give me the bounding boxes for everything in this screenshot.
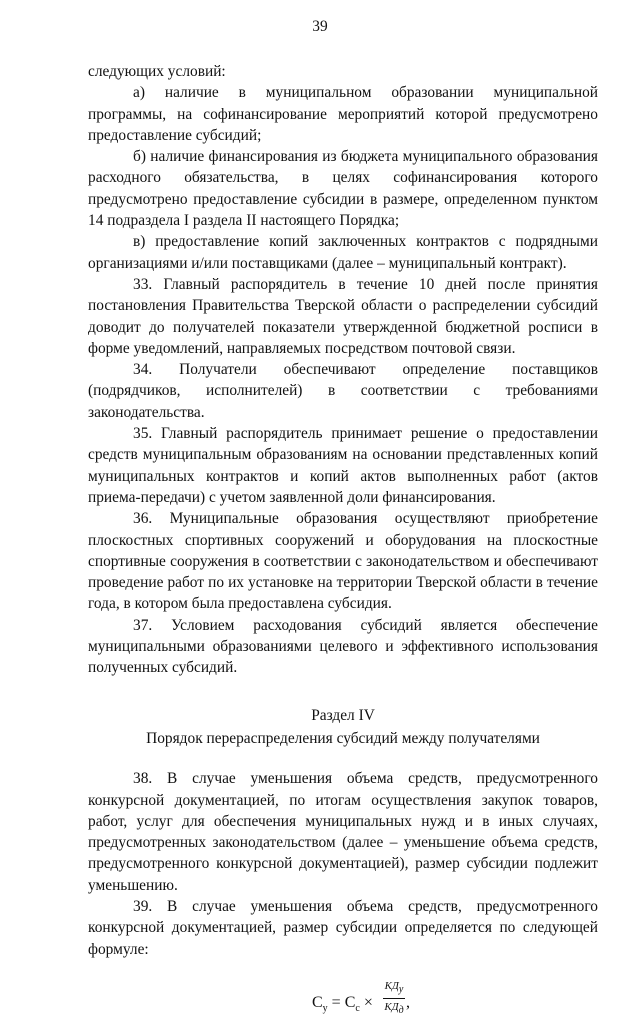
formula-comma: , (406, 993, 410, 1011)
formula-numerator: $КД_у$ (383, 980, 405, 999)
subsidy-formula (312, 980, 598, 1026)
paragraph-39: 39. В случае уменьшения объема средств, предусмотренного конкурсной документацией, размер субсидии определяется по следующей формуле: (88, 897, 598, 958)
section-title: Раздел IV (311, 706, 375, 724)
paragraph-33: 33. Главный распорядитель в течение 10 дней после принятия постановления Правительства Тверской области о распределении субсидий доводит до получателей показатели утвержденной бюджетной росписи в форме уведомлений, направляемых посредством почтовой связи. (88, 275, 598, 357)
paragraph-34: 34. Получатели обеспечивают определение поставщиков (подрядчиков, исполнителей) в соответствии с требованиями законодательства. (88, 361, 598, 421)
formula-main: $С_у = С_с$ × (312, 993, 373, 1015)
section-subtitle: Порядок перераспределения субсидий между получателями (146, 729, 540, 747)
paragraph-36: 36. Муниципальные образования осуществляют приобретение плоскостных спортивных сооружений и оборудования на плоскостные спортивные сооружения в соответствии с законодательством и обеспечивают проведение работ по их установке на территории Тверской области в течение года, в котором была предоставлена субсидия. (88, 510, 598, 613)
paragraph-37: 37. Условием расходования субсидий является обеспечение муниципальными образованиями целевого и эффективного использования полученных субсидий. (88, 616, 598, 677)
paragraph-condition-a: а) наличие в муниципальном образовании муниципальной программы, на софинансирование мероприятий которой предусмотрено предоставление субсидий; (88, 84, 598, 144)
paragraph-conditions-intro: следующих условий: (88, 63, 226, 80)
document-body (88, 61, 598, 1026)
paragraph-35: 35. Главный распорядитель принимает решение о предоставлении средств муниципальным образованиям на основании представленных копий муниципальных контрактов и копий актов выполненных работ (актов приема-передачи) с учетом заявленной доли финансирования. (88, 425, 598, 506)
paragraph-condition-c: в) предоставление копий заключенных контрактов с подрядными организациями и/или поставщиками (далее – муниципальный контракт). (88, 233, 598, 272)
formula-fraction (383, 980, 405, 1017)
paragraph-38: 38. В случае уменьшения объема средств, предусмотренного конкурсной документацией, по итогам осуществления закупок товаров, работ, услуг для обеспечения муниципальных нужд и в иных случаях, предусмотренных законодательством (далее – уменьшение объема средств, предусмотренного конкурсной документацией), размер субсидии подлежит уменьшению. (88, 770, 598, 894)
page-number: 39 (312, 18, 328, 35)
formula-denominator: $КД_д$ (384, 1001, 404, 1017)
paragraph-condition-b: б) наличие финансирования из бюджета муниципального образования расходного обязательства, в целях софинансирования которого предусмотрено предоставление субсидии в размере, определенном пунктом 14 подраздела I раздела II настоящего Порядка; (88, 148, 598, 230)
